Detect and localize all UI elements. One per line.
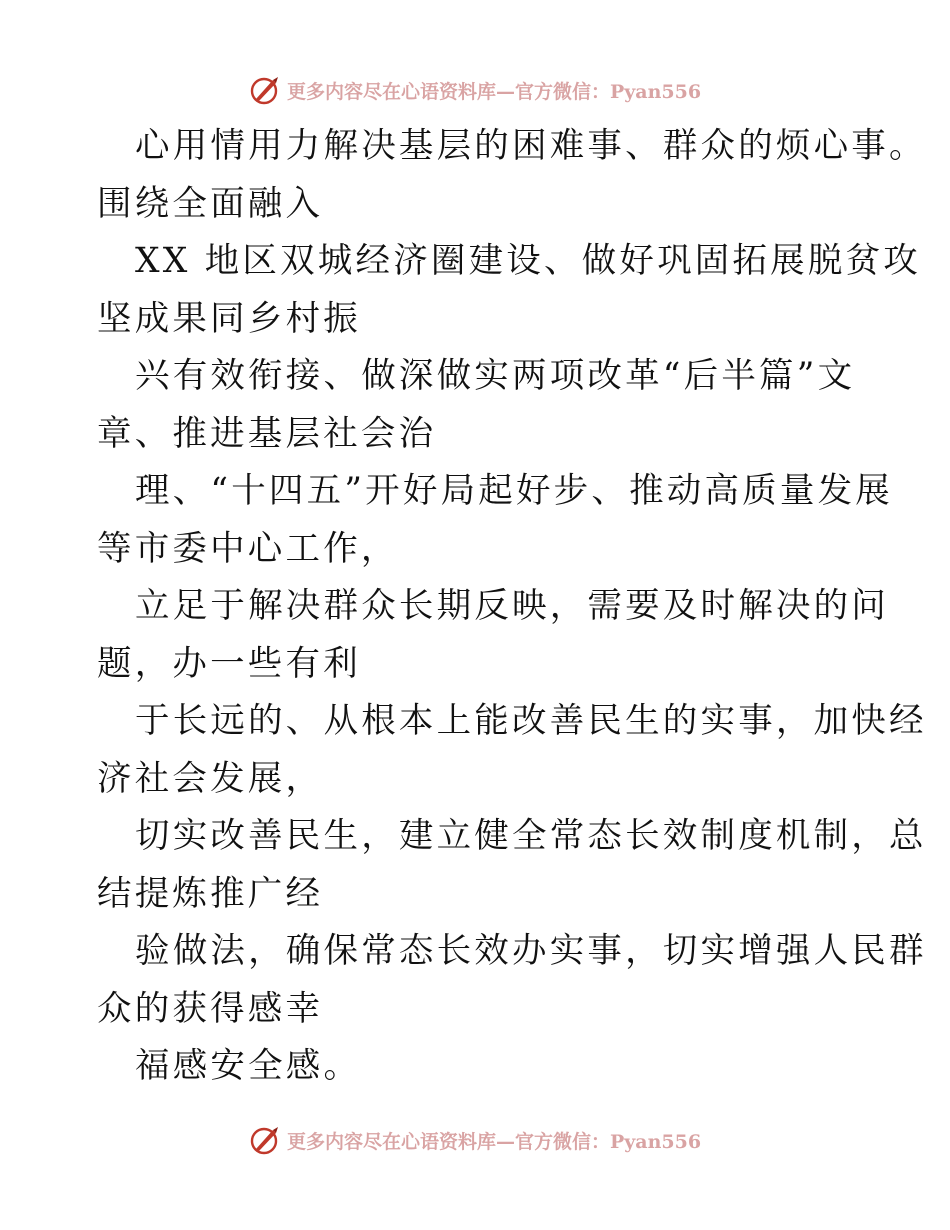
text-line: 理、“十四五”开好局起好步、推动高质量发展 xyxy=(135,471,893,511)
text-line: 于长远的、从根本上能改善民生的实事，加快经 xyxy=(135,701,927,741)
text-line: 结提炼推广经 xyxy=(97,873,324,914)
watermark-text: 更多内容尽在心语资料库—官方微信：Pyan556 xyxy=(286,80,702,103)
header-watermark xyxy=(0,70,950,110)
document-body xyxy=(97,118,927,1096)
quill-logo-icon xyxy=(249,1124,281,1156)
text-line: 立足于解决群众长期反映，需要及时解决的问 xyxy=(135,586,889,626)
quill-logo-icon xyxy=(249,74,281,106)
footer-watermark xyxy=(0,1120,950,1160)
text-line: 众的获得感幸 xyxy=(97,988,324,1029)
text-line: XX 地区双城经济圈建设、做好巩固拓展脱贫攻 xyxy=(135,241,921,281)
text-line: 等市委中心工作， xyxy=(97,528,399,569)
text-line: 兴有效衔接、做深做实两项改革“后半篇”文 xyxy=(135,356,856,396)
text-line: 验做法，确保常态长效办实事，切实增强人民群 xyxy=(135,931,927,971)
text-line: 章、推进基层社会治 xyxy=(97,413,437,454)
text-line: 坚成果同乡村振 xyxy=(97,298,361,339)
text-line: 济社会发展， xyxy=(97,758,324,799)
text-line: 题，办一些有利 xyxy=(97,643,361,684)
text-line: 切实改善民生，建立健全常态长效制度机制，总 xyxy=(135,816,927,856)
text-line: 心用情用力解决基层的困难事、群众的烦心事。 xyxy=(135,126,927,166)
watermark-text: 更多内容尽在心语资料库—官方微信：Pyan556 xyxy=(286,1130,702,1153)
text-line: 福感安全感。 xyxy=(135,1046,362,1086)
text-line: 围绕全面融入 xyxy=(97,183,324,224)
